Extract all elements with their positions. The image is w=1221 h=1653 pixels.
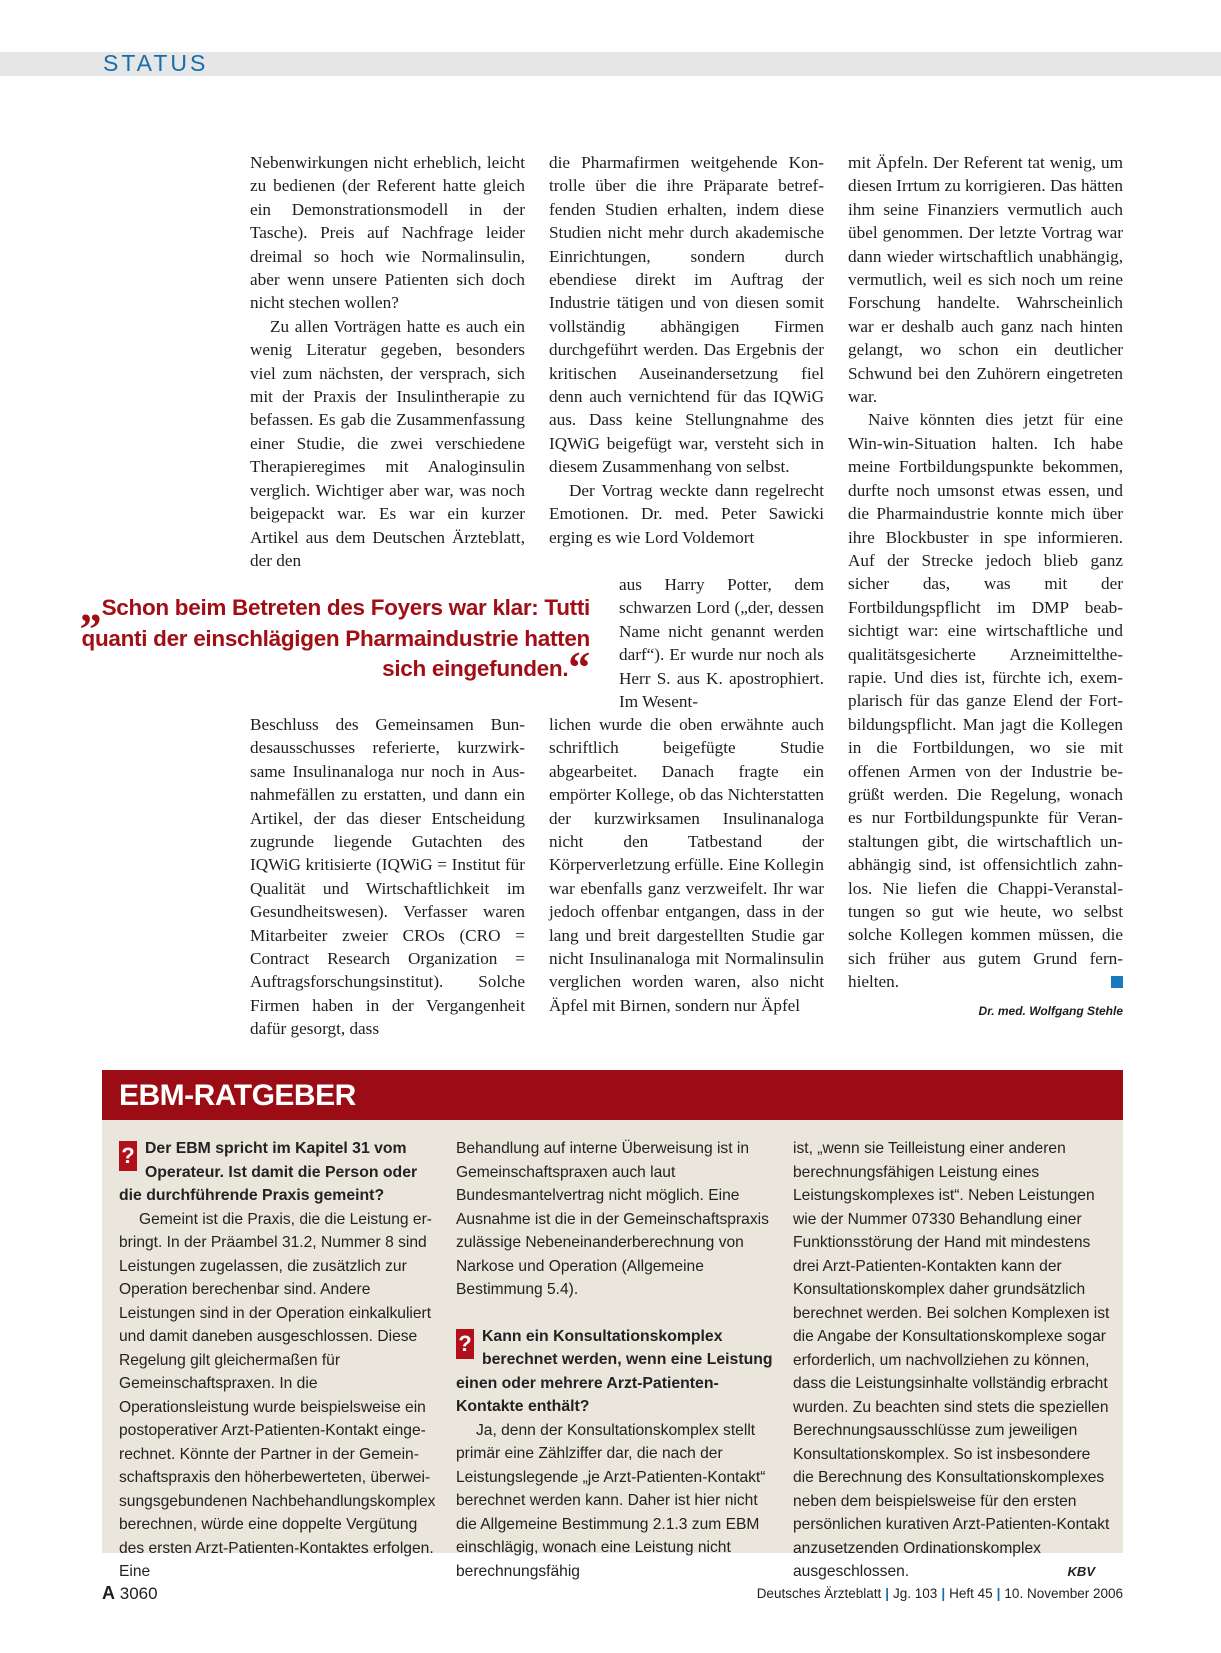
separator: | (996, 1586, 1001, 1601)
article-column-2-inset (619, 573, 824, 713)
open-quote-icon: „ (79, 582, 102, 631)
article-column-1-continued (250, 713, 525, 1041)
journal-date: 10. November 2006 (1004, 1586, 1123, 1601)
answer-1-continued: Behandlung auf interne Überweisung ist in Gemeinschaftspraxen auch laut Bundesmantelvertrag nicht möglich. Eine Ausnahme ist die in der Gemeinschaftspraxis zulässige Nebeneinanderberechnung von Narkose und Operation (Allgemeine Bestimmung 5.4). (456, 1140, 769, 1298)
paragraph: lichen wurde die oben erwähnte auch schriftlich beigefügte Studie abgearbeitet. Danach fragte ein empörter Kollege, ob das Nichterstatten der kurzwirksamen Insulinanaloga nicht den Tatbestand der Körperverletzung erfülle. Eine Kollegin war ebenfalls ganz verzweifelt. Ihr war jedoch offenbar entgangen, dass in der lang und breit dargestellten Studie gar nicht Insulinanaloga mit Normalinsulin verglichen worden waren, also nicht Äpfel mit Birnen, sondern nur Äpfel (549, 715, 824, 1015)
ebm-column-2 (456, 1137, 774, 1583)
paragraph: Beschluss des Gemeinsamen Bundesausschusses referierte, kurzwirksame Insulinanaloga nur noch in Ausnahmefällen zu erstatten, und dann ein Artikel, der das dieser Entscheidung zugrunde liegende Gutachten des IQWiG kritisierte (IQWiG = Institut für Qualität und Wirtschaftlichkeit im Gesundheitswesen). Verfasser waren Mitarbeiter zweier CROs (CRO = Contract Research Organization = Auftragsforschungsinstitut). Solche Firmen haben in der Vergangenheit dafür gesorgt, dass (250, 715, 525, 1039)
answer-2-continued (793, 1137, 1111, 1584)
answer-2-continued-text: ist, „wenn sie Teilleistung einer anderen berechnungsfähigen Leistung eines Leistungskomplexes ist“. Neben Leistungen wie der Nummer 07330 Behandlung einer Funktionsstörung der Hand mit mindestens drei Arzt-Patienten-Kontakten kann der Konsultationskomplex daher grundsätzlich berechnet werden. Bei solchen Komplexen ist die Angabe der Konsultationskomplexe sogar erforderlich, um nachvollziehen zu können, dass die Leistungsinhalte vollständig erbracht wurden. Zu beachten sind stets die speziellen Berechnungsausschlüsse zum jeweiligen Konsultationskomplex. So ist insbesondere die Berechnung des Konsultationskomplexes neben dem beispielsweise für den ersten persönlichen kurativen Arzt-Patienten-Kontakt anzusetzenden Ordinationskomplex ausgeschlossen. (793, 1140, 1110, 1580)
paragraph: mit Äpfeln. Der Referent tat wenig, um diesen Irrtum zu korrigieren. Das hätten ihm seine Finanziers vermutlich auch übel genommen. Der letzte Vortrag war dann wieder wirtschaftlich unabhängig, vermutlich, weil es sich noch um reine Forschung handelte. Wahrscheinlich war er deshalb auch ganz nach hinten gelangt, wo schon ein deutlicher Schwund bei den Zuhörern eingetreten war. (848, 153, 1123, 407)
journal-info (757, 1584, 1123, 1604)
paragraph: aus Harry Potter, dem schwarzen Lord („der, dessen Name nicht genannt werden darf“). Er wurde nur noch als Herr S. aus K. apostrophiert. Im Wesent- (619, 575, 824, 712)
question-2 (456, 1325, 774, 1419)
pull-quote (78, 582, 590, 692)
ebm-title: EBM-RATGEBER (119, 1079, 356, 1112)
journal-volume: Jg. 103 (893, 1586, 938, 1601)
paragraph (848, 408, 1123, 993)
article-column-2-continued (549, 713, 824, 1017)
answer-2: Ja, denn der Konsultationskomplex stellt primär eine Zählziffer dar, die nach der Leistungslegende „je Arzt-Patienten-Kontakt“ berechnet werden kann. Daher ist hier nicht die Allgemeine Bestimmung 2.1.3 zum EBM einschlägig, wonach eine Leistung nicht berechnungsfähig (456, 1421, 766, 1580)
ebm-column-1 (119, 1137, 437, 1584)
article-column-1 (250, 151, 525, 572)
question-1 (119, 1137, 437, 1208)
paragraph: Der Vortrag weckte dann regelrecht Emotionen. Dr. med. Peter Sawicki erging es wie Lord Voldemort (549, 480, 824, 547)
page-number (102, 1582, 158, 1605)
paragraph: die Pharmafirmen weitgehende Kontrolle über die ihre Präparate betreffenden Studien erhalten, indem diese Studien nicht mehr durch akademische Einrichtungen, sondern durch ebendiese direkt im Auftrag der Industrie tätigen und von diesen somit vollständig abhängigen Firmen durchgeführt werden. Das Ergebnis der kritischen Auseinandersetzung fiel denn auch vernichtend für das IQWiG aus. Dass keine Stellungnahme des IQWiG beigefügt war, versteht sich in diesem Zusammenhang von selbst. (549, 153, 824, 477)
ebm-column-3 (793, 1137, 1111, 1584)
page-prefix: A (102, 1583, 115, 1603)
pull-quote-text: Schon beim Betreten des Foyers war klar: Tutti quanti der einschlägigen Pharmaindustrie hatten sich eingefunden. (81, 595, 590, 681)
separator: | (941, 1586, 946, 1601)
source-label: KBV (1067, 1564, 1095, 1579)
close-quote-icon: “ (568, 643, 590, 692)
question-1-text: Der EBM spricht im Kapitel 31 vom Operateur. Ist damit die Person oder die durchführende Praxis gemeint? (119, 1140, 418, 1204)
paragraph-text: Naive könnten dies jetzt für eine Win-win-Situation halten. Ich habe meine Fortbildungspunkte bekommen, durfte noch umsonst etwas essen, und die Pharmaindustrie konnte mich über ihre Blockbuster in spe informieren. Auf der Strecke jedoch blieb ganz sicher das, was mit der Fortbildungspflicht im DMP beabsichtigt war: eine wirtschaftliche und qualitätsgesicherte Arzneimitteltherapie. Und dies ist, fürchte ich, exemplarisch für das ganze Elend der Fortbildungspflicht. Man jagt die Kollegen in die Fortbildungen, wo sie mit offenen Armen von der Industrie begrüßt werden. Die Regelung, wonach es nur Fortbildungspunkte für Veranstaltungen gibt, die wirtschaftlich unabhängig sind, ist offensichtlich zahnlos. Nie liefen die Chappi-Veranstaltungen so gut wie heute, wo selbst solche Kollegen kommen müssen, die sich früher aus gutem Grund fernhielten. (848, 410, 1123, 992)
article-column-2 (549, 151, 824, 549)
answer-1: Gemeint ist die Praxis, die die Leistung erbringt. In der Präambel 31.2, Nummer 8 sind Leistungen zugelassen, die zusätzlich zur Operation berechenbar sind. Andere Leistungen sind in der Operation einkalkuliert und damit daneben ausgeschlossen. Diese Regelung gilt gleichermaßen für Gemeinschaftspraxen. In die Operationsleistung wurde beispielsweise ein postoperativer Arzt-Patienten-Kontakt eingerechnet. Könnte der Partner in der Gemeinschaftspraxis den höherbewerteten, überweisungsgebundenen Nachbehandlungskomplex berechnen, würde eine doppelte Vergütung des ersten Arzt-Patienten-Kontaktes erfolgen. Eine (119, 1210, 436, 1580)
journal-issue: Heft 45 (949, 1586, 993, 1601)
question-2-text: Kann ein Konsultationskomplex berechnet werden, wenn eine Leistung einen oder mehrere Arzt-Patienten-Kontakte enthält? (456, 1327, 773, 1415)
section-label: STATUS (103, 50, 209, 76)
page-number-value: 3060 (119, 1584, 158, 1603)
paragraph: Zu allen Vorträgen hatte es auch ein wenig Literatur gegeben, besonders viel zum nächsten, der versprach, sich mit der Praxis der Insulintherapie zu befassen. Es gab die Zusammenfassung einer Studie, die zwei verschiedene Therapieregimes mit Analoginsulin verglich. Wichtiger aber war, was noch beigepackt war. Es war ein kurzer Artikel aus dem Deutschen Ärzteblatt, der den (250, 316, 525, 570)
journal-name: Deutsches Ärzteblatt (756, 1586, 882, 1601)
article-column-3 (848, 151, 1123, 1023)
end-mark-icon (1111, 976, 1123, 988)
paragraph: Nebenwirkungen nicht erheblich, leicht zu bedienen (der Referent hatte gleich ein Demonstrationsmodell in der Tasche). Preis auf Nachfrage leider dreimal so hoch wie Normalinsulin, aber wenn unsere Patienten sich doch nicht stechen wollen? (250, 153, 525, 313)
separator: | (885, 1586, 890, 1601)
author-byline: Dr. med. Wolfgang Stehle (978, 1003, 1123, 1018)
question-mark-icon: ? (119, 1141, 137, 1171)
question-mark-icon: ? (456, 1329, 474, 1359)
